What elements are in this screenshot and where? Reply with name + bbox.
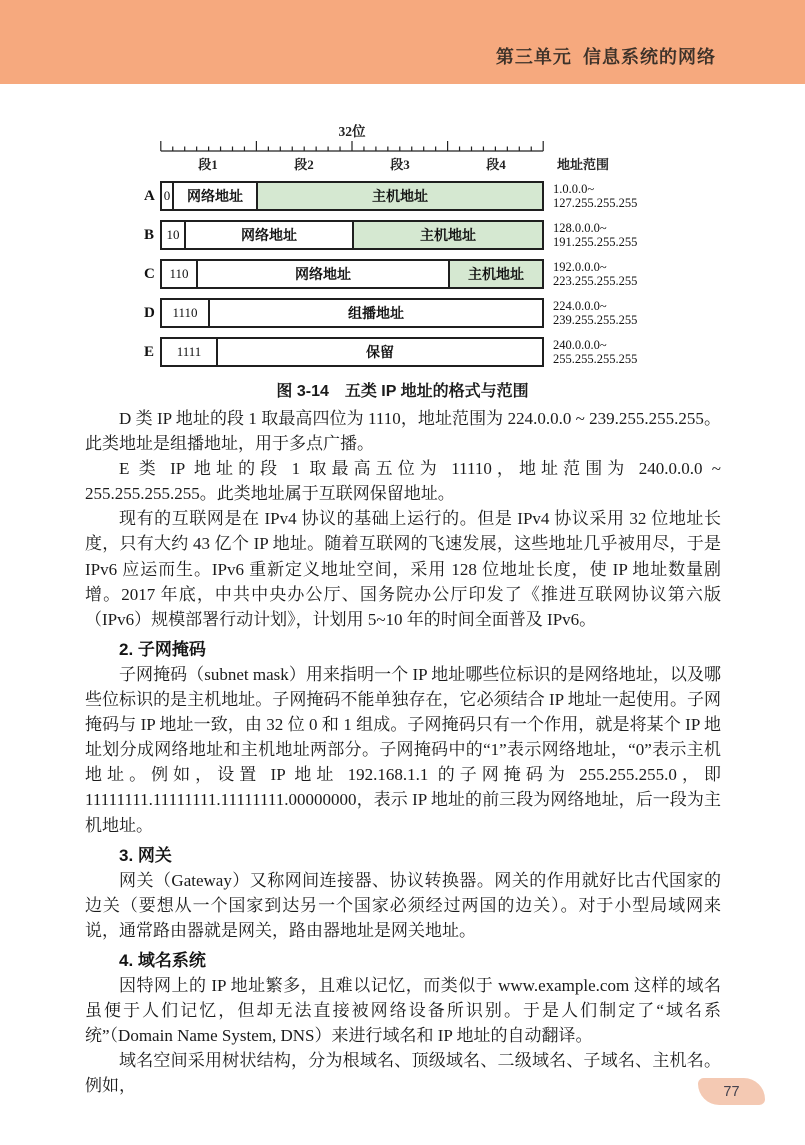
class-e-address-range: 240.0.0.0~ 255.255.255.255 [553,338,638,366]
class-d-multicast-cell: 组播地址 [210,300,542,326]
figure-row-class-c [140,259,700,289]
class-c-host-cell: 主机地址 [450,261,542,287]
figure-row-class-a [140,181,700,211]
unit-banner-title [496,43,716,69]
bit-width-label: 32位 [338,124,366,139]
class-c-letter: C [144,265,155,282]
class-d-address-range: 224.0.0.0~ 239.255.255.255 [553,299,638,327]
heading-subnet-mask: 2. 子网掩码 [119,639,206,659]
class-e-box [160,337,544,367]
class-b-host-cell: 主机地址 [354,222,542,248]
unit-label: 第三单元 [495,47,572,67]
page-number: 77 [723,1083,740,1100]
unit-title: 信息系统的网络 [583,47,716,67]
class-a-host-cell: 主机地址 [258,183,542,209]
unit-banner [0,0,805,84]
figure-ip-classes [140,124,700,367]
class-d-prefix-bits: 1110 [162,300,210,326]
class-c-network-cell: 网络地址 [198,261,450,287]
class-c-box [160,259,544,289]
paragraph-domain-structure: 域名空间采用树状结构，分为根域名、顶级域名、二级域名、子域名、主机名。例如， [85,1051,721,1096]
class-b-letter: B [144,226,155,243]
class-b-box [160,220,544,250]
segment-header-row [160,154,700,172]
class-a-network-cell: 网络地址 [174,183,258,209]
paragraph-gateway: 网关（Gateway）又称网间连接器、协议转换器。网关的作用就好比古代国家的边关（要想从一个国家到达另一个国家必须经过两国的边关）。对于小型局域网来说，通常路由器就是网关，路由器地址是网关地址。 [85,870,721,940]
paragraph-class-e: E 类 IP 地址的段 1 取最高五位为 11110，地址范围为 240.0.0.0 ~ 255.255.255.255。此类地址属于互联网保留地址。 [85,459,721,504]
paragraph-ipv4-ipv6: 现有的互联网是在 IPv4 协议的基础上运行的。但是 IPv4 协议采用 32 位地址长度，只有大约 43 亿个 IP 地址。随着互联网的飞速发展，这些地址几乎被用尽，于是 IPv6 应运而生。IPv6 重新定义地址空间，采用 128 位地址长度，使 IP 地址数量剧增。2017 年底，中共中央办公厅、国务院办公厅印发了《推进互联网协议第六版（IPv6）规模部署行动计划》，计划用 5~10 年的时间全面普及 IPv6。 [85,509,721,629]
class-b-network-cell: 网络地址 [186,222,354,248]
class-a-prefix-bits: 0 [162,183,174,209]
paragraph-dns: 因特网上的 IP 地址繁多，且难以记忆，而类似于 www.example.com 这样的域名虽便于人们记忆，但却无法直接被网络设备所识别。于是人们制定了“域名系统”（Domain Name System, DNS）来进行域名和 IP 地址的自动翻译。 [85,976,721,1046]
figure-row-class-e [140,337,700,367]
figure-row-class-d [140,298,700,328]
class-e-reserved-cell: 保留 [218,339,542,365]
page-number-badge [698,1078,765,1105]
class-e-letter: E [144,343,155,360]
segment-1-label: 段1 [198,156,218,172]
address-range-header: 地址范围 [557,156,610,172]
figure-caption: 图 3-14 五类 IP 地址的格式与范围 [276,383,529,400]
paragraph-class-d: D 类 IP 地址的段 1 取最高四位为 1110，地址范围为 224.0.0.0 ~ 239.255.255.255。此类地址是组播地址，用于多点广播。 [85,409,721,454]
class-a-letter: A [144,187,155,204]
segment-4-label: 段4 [486,156,506,172]
class-a-address-range: 1.0.0.0~ 127.255.255.255 [553,182,638,210]
class-d-box [160,298,544,328]
class-b-prefix-bits: 10 [162,222,186,248]
bit-ruler [160,140,544,152]
segment-3-label: 段3 [390,156,410,172]
segment-2-label: 段2 [294,156,314,172]
class-c-prefix-bits: 110 [162,261,198,287]
heading-dns: 4. 域名系统 [119,950,206,970]
class-b-address-range: 128.0.0.0~ 191.255.255.255 [553,221,638,249]
class-a-box [160,181,544,211]
class-e-prefix-bits: 1111 [162,339,218,365]
paragraph-subnet-mask: 子网掩码（subnet mask）用来指明一个 IP 地址哪些位标识的是网络地址，以及哪些位标识的是主机地址。子网掩码不能单独存在，它必须结合 IP 地址一起使用。子网掩码与 IP 地址一致，由 32 位 0 和 1 组成。子网掩码只有一个作用，就是将某个 IP 地址划分成网络地址和主机地址两部分。子网掩码中的“1”表示网络地址，“0”表示主机地址。例如，设置 IP 地址 192.168.1.1 的子网掩码为 255.255.255.0，即 11111111.11111111.11111111.00000000，表示 IP 地址的前三段为网络地址，后一段为主机地址。 [85,664,721,835]
figure-row-class-b [140,220,700,250]
heading-gateway: 3. 网关 [119,845,172,865]
class-c-address-range: 192.0.0.0~ 223.255.255.255 [553,260,638,288]
class-d-letter: D [144,304,155,321]
body-text [85,406,721,1099]
